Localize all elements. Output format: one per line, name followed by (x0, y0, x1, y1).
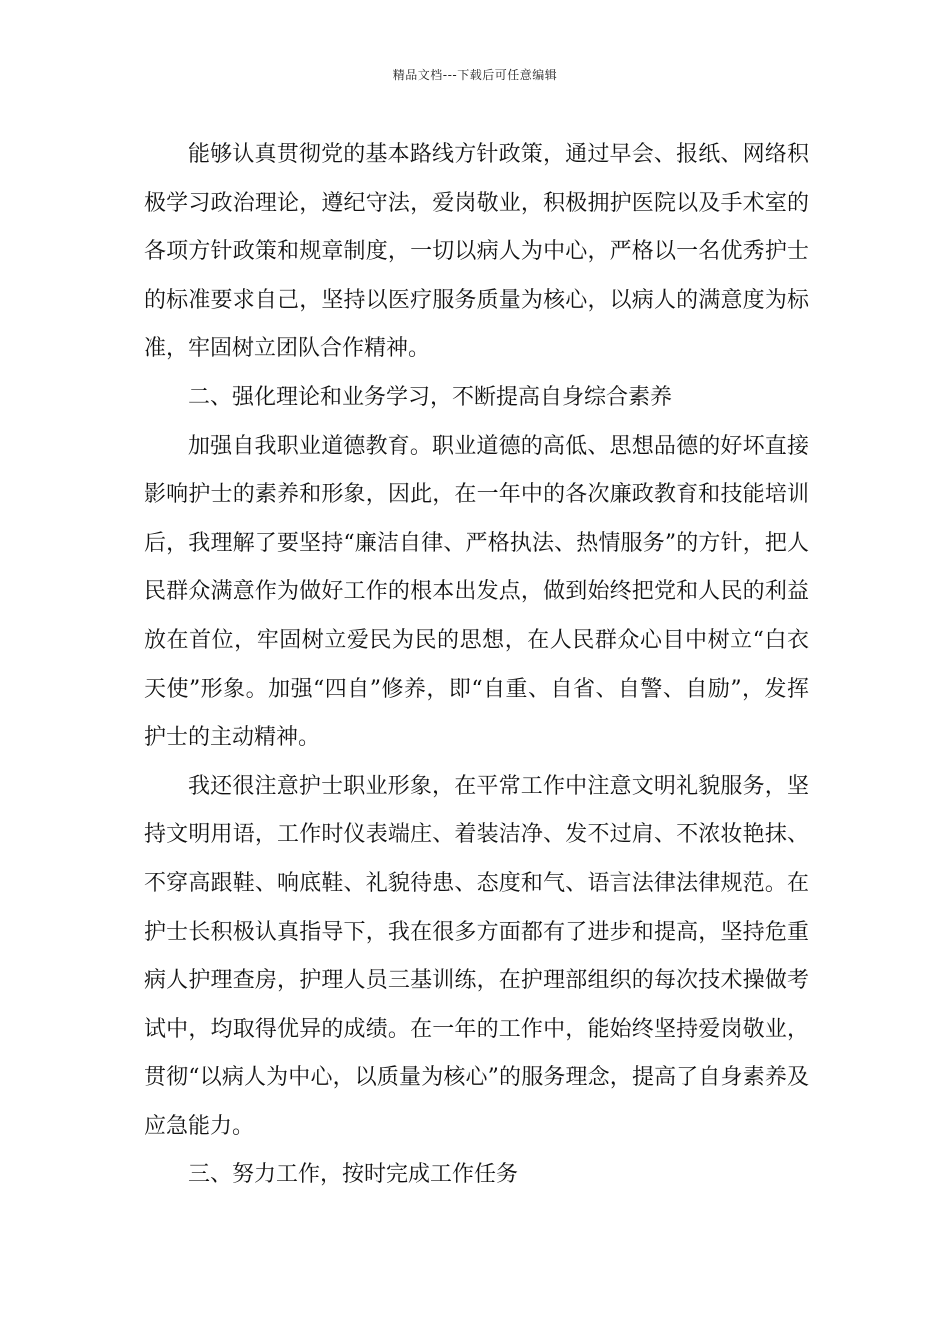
page-header: 精品文档---下载后可任意编辑 (392, 68, 558, 82)
section-heading-3: 三、努力工作，按时完成工作任务 (188, 1162, 519, 1188)
body-paragraph-3: 我还很注意护士职业形象，在平常工作中注意文明礼貌服务，坚持文明用语，工作时仪表端庄、着装洁净、发不过肩、不浓妆艳抹、不穿高跟鞋、响底鞋、礼貌待患、态度和气、语言法律法律规范。在护士长积极认真指导下，我在很多方面都有了进步和提高，坚持危重病人护理查房，护理人员三基训练，在护理部组织的每次技术操做考试中，均取得优异的成绩。在一年的工作中，能始终坚持爱岗敬业，贯彻“以病人为中心，以质量为核心”的服务理念，提高了自身素养及应急能力。 (144, 773, 809, 1139)
section-heading-2: 二、强化理论和业务学习，不断提高自身综合素养 (188, 384, 673, 410)
document-body (144, 131, 809, 1200)
body-paragraph-1: 能够认真贯彻党的基本路线方针政策，通过早会、报纸、网络积极学习政治理论，遵纪守法，爱岗敬业，积极拥护医院以及手术室的各项方针政策和规章制度，一切以病人为中心，严格以一名优秀护士的标准要求自己，坚持以医疗服务质量为核心，以病人的满意度为标准，牢固树立团队合作精神。 (144, 142, 809, 362)
body-paragraph-2: 加强自我职业道德教育。职业道德的高低、思想品德的好坏直接影响护士的素养和形象，因此，在一年中的各次廉政教育和技能培训后，我理解了要坚持“廉洁自律、严格执法、热情服务”的方针，把人民群众满意作为做好工作的根本出发点，做到始终把党和人民的利益放在首位，牢固树立爱民为民的思想，在人民群众心目中树立“白衣天使”形象。加强“四自”修养，即“自重、自省、自警、自励”，发挥护士的主动精神。 (144, 433, 809, 751)
